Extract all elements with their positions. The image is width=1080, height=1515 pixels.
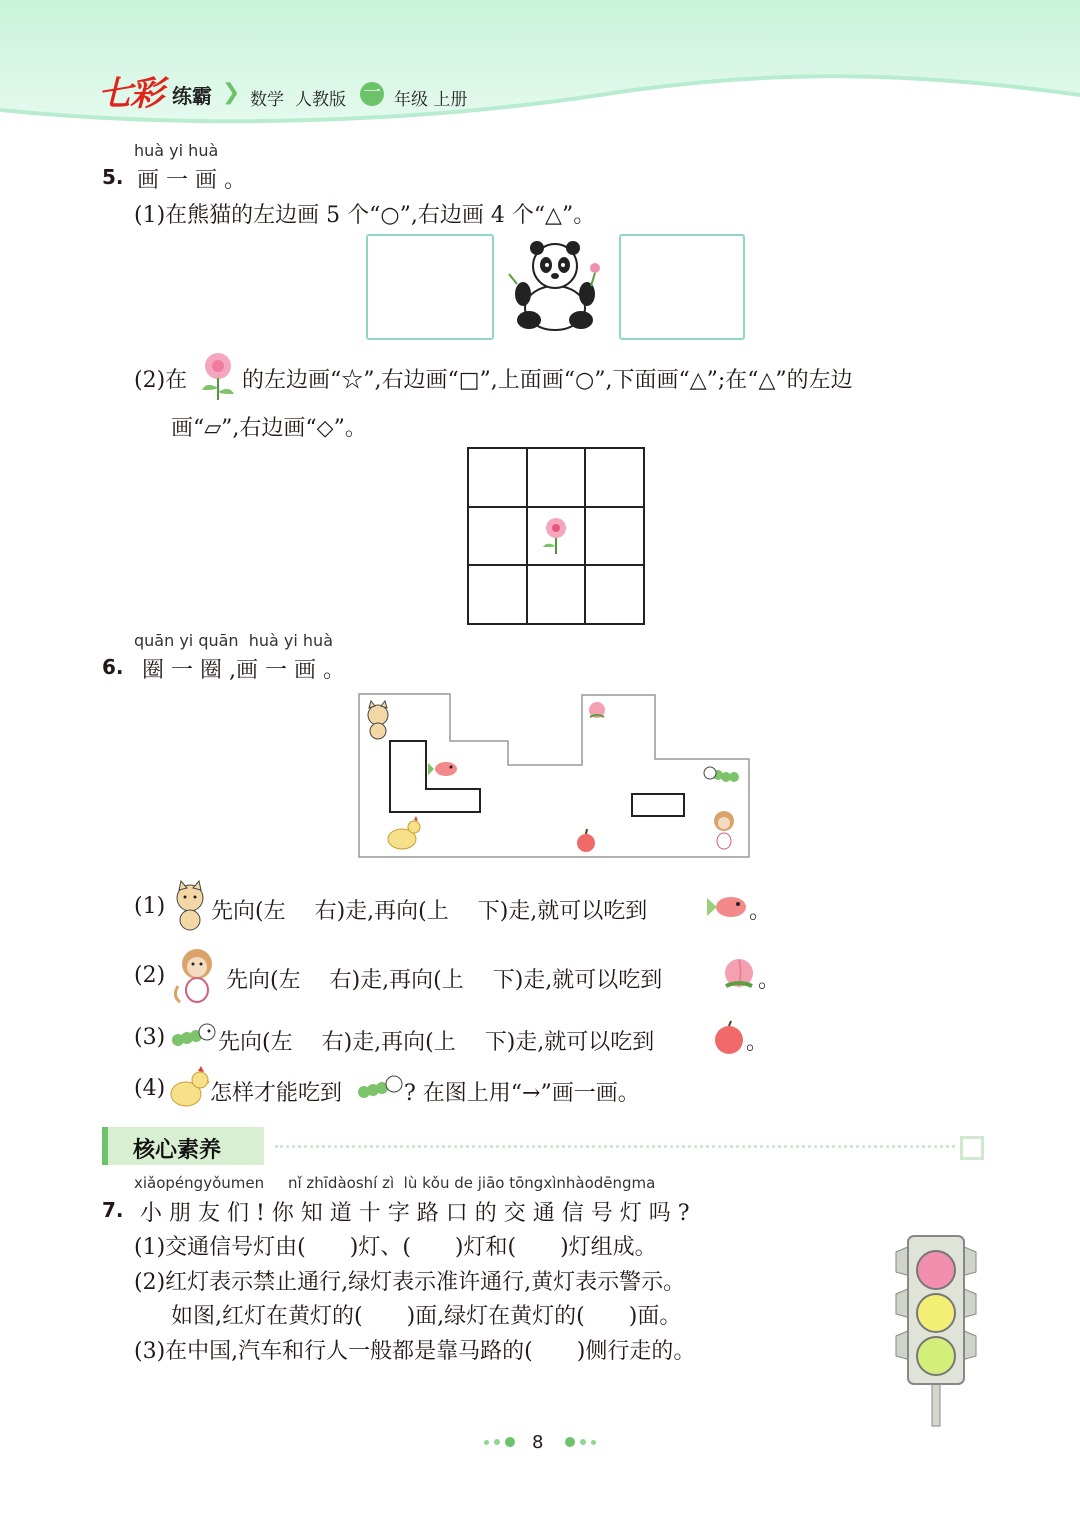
peach-icon (720, 956, 758, 992)
footer-dot (580, 1439, 586, 1445)
q7-line1: (1)交通信号灯由( )灯、( )灯和( )灯组成。 (134, 1235, 657, 1260)
section-divider (275, 1145, 955, 1148)
grid-cell-center (527, 507, 586, 566)
q6-p4-num: (4) (134, 1076, 166, 1101)
q6-p4-end: ? 在图上用“→”画一画。 (404, 1081, 640, 1106)
q7-title: 小 朋 友 们 ! 你 知 道 十 字 路 口 的 交 通 信 号 灯 吗 ? (140, 1201, 690, 1226)
q6-title: 圈 一 圈 ,画 一 画 。 (142, 658, 345, 683)
traffic-light-image (892, 1232, 980, 1428)
q6-p1-num: (1) (134, 894, 166, 919)
footer-dot (565, 1437, 575, 1447)
q6-p4-text: 怎样才能吃到 (210, 1081, 343, 1106)
fish-icon (705, 892, 749, 922)
cat-icon (170, 880, 210, 932)
brand-logo: 七彩 (98, 74, 162, 114)
q7-line3: 如图,红灯在黄灯的( )面,绿灯在黄灯的( )面。 (171, 1304, 682, 1329)
q6-p1-end: 。 (749, 899, 772, 924)
caterpillar-icon (356, 1072, 406, 1102)
q6-number: 6. (102, 655, 124, 679)
q5-part2-a: (2)在 (134, 368, 188, 393)
grid-cell[interactable] (527, 448, 586, 507)
monkey-icon (170, 946, 224, 1006)
grid-cell[interactable] (468, 507, 527, 566)
q5-part1: (1)在熊猫的左边画 5 个“○”,右边画 4 个“△”。 (134, 203, 596, 228)
q7-pinyin: xiǎopéngyǒumen nǐ zhīdàoshí zì lù kǒu de jiāo tōngxìnhàodēngma (134, 1174, 656, 1192)
page-number: 8 (532, 1432, 544, 1453)
drawing-grid (467, 447, 645, 625)
subject-label: 数学 (250, 90, 284, 110)
panda-image (505, 238, 605, 334)
flower-icon (539, 516, 573, 556)
grade-badge: 一 (360, 82, 384, 106)
footer-dot (494, 1439, 500, 1445)
chevron-right-icon: ❯ (222, 80, 241, 105)
section-corner-box (960, 1136, 984, 1160)
q7-number: 7. (102, 1198, 124, 1222)
flower-icon (196, 350, 240, 402)
maze-map (358, 693, 753, 859)
q5-pinyin: huà yi huà (134, 141, 219, 160)
apple-icon (712, 1020, 746, 1056)
grid-cell[interactable] (527, 565, 586, 624)
brand-logo-sub: 练霸 (172, 84, 212, 108)
cat-icon (368, 701, 388, 739)
header-background (0, 0, 1080, 140)
hen-icon (168, 1066, 210, 1110)
q7-line2: (2)红灯表示禁止通行,绿灯表示准许通行,黄灯表示警示。 (134, 1270, 686, 1295)
grid-cell[interactable] (468, 565, 527, 624)
q6-pinyin: quān yi quān huà yi huà (134, 631, 333, 650)
left-answer-box[interactable] (366, 234, 494, 340)
footer-dot (484, 1440, 489, 1445)
q5-title: 画 一 画 。 (137, 168, 246, 193)
q6-p2-num: (2) (134, 963, 166, 988)
q5-part2-c: 画“▱”,右边画“◇”。 (171, 416, 367, 441)
grid-cell[interactable] (468, 448, 527, 507)
q6-p2-end: 。 (758, 968, 781, 993)
q6-p2-text: 先向(左 右)走,再向(上 下)走,就可以吃到 (226, 968, 663, 993)
q5-part2-b: 的左边画“☆”,右边画“□”,上面画“○”,下面画“△”;在“△”的左边 (242, 368, 853, 393)
grid-cell[interactable] (585, 565, 644, 624)
grid-cell[interactable] (585, 448, 644, 507)
section-title: 核心素养 (133, 1138, 222, 1163)
footer-dot (591, 1440, 596, 1445)
caterpillar-icon (170, 1020, 218, 1050)
footer-dot (505, 1437, 515, 1447)
grade-label: 年级 上册 (394, 90, 468, 110)
q6-p3-end: 。 (746, 1030, 769, 1055)
q6-p3-text: 先向(左 右)走,再向(上 下)走,就可以吃到 (218, 1030, 655, 1055)
q7-line4: (3)在中国,汽车和行人一般都是靠马路的( )侧行走的。 (134, 1339, 696, 1364)
q5-number: 5. (102, 165, 124, 189)
q6-p1-text: 先向(左 右)走,再向(上 下)走,就可以吃到 (211, 899, 648, 924)
peach-icon (589, 702, 605, 718)
right-answer-box[interactable] (619, 234, 745, 340)
edition-label: 人教版 (295, 90, 346, 110)
q6-p3-num: (3) (134, 1025, 166, 1050)
grid-cell[interactable] (585, 507, 644, 566)
